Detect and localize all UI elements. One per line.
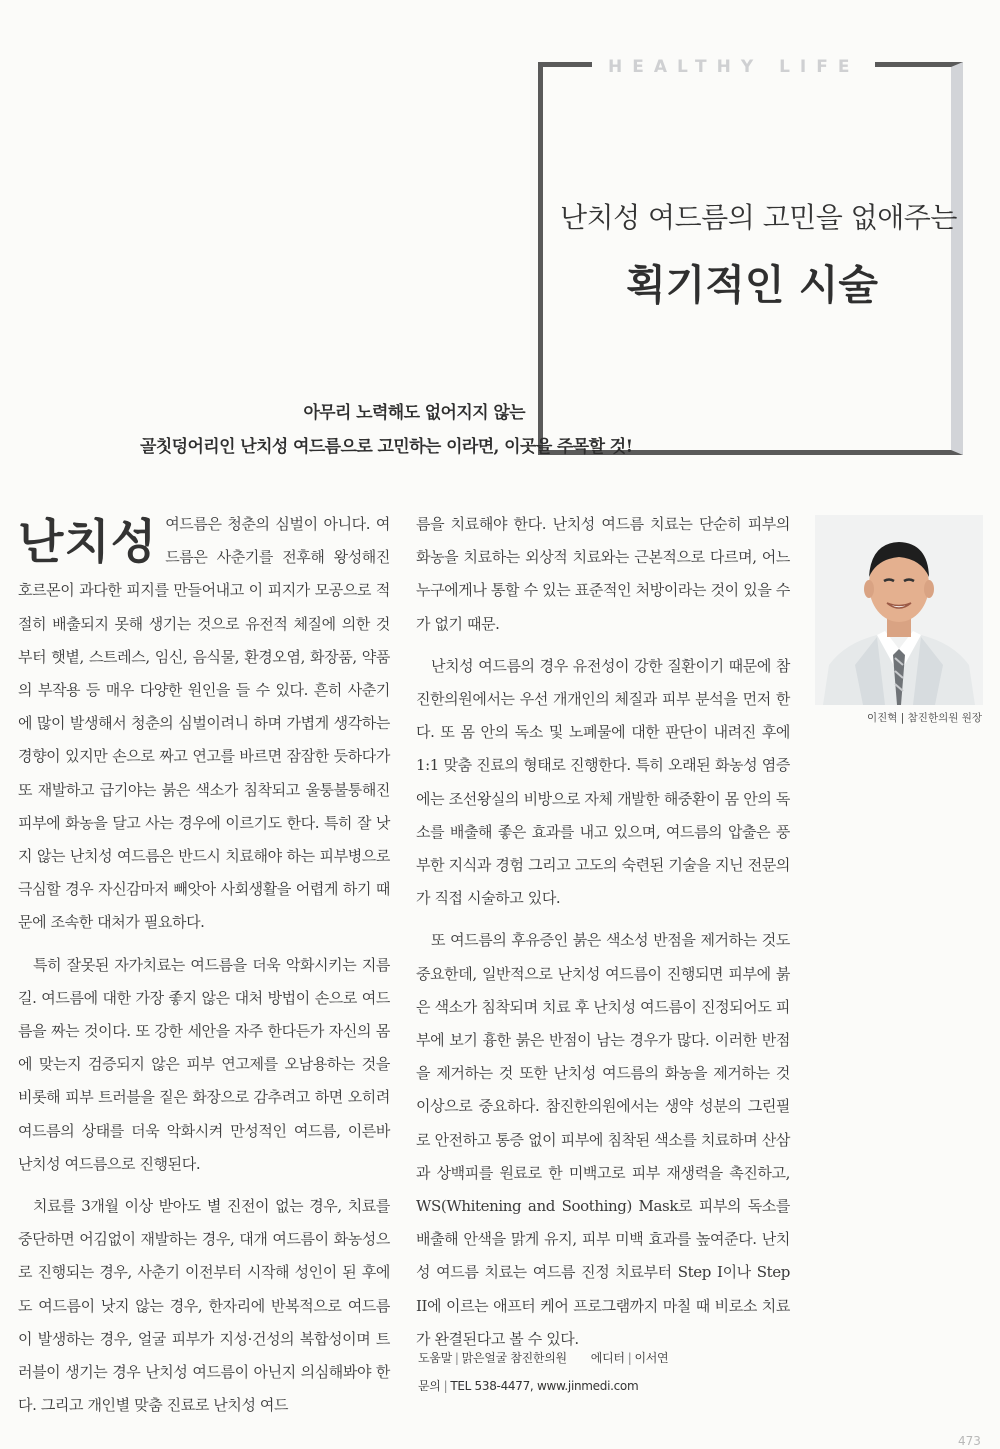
body-paragraph: 름을 치료해야 한다. 난치성 여드름 치료는 단순히 피부의 화농을 치료하는 외상적 치료와는 근본적으로 다르며, 어느 누구에게나 통할 수 있는 표준적인 처방이라는 것이 있을 수가 없기 때문. bbox=[416, 515, 790, 633]
page-number: 473 bbox=[958, 1434, 981, 1448]
lead-paragraph bbox=[140, 396, 633, 464]
credit-divider: | bbox=[443, 1379, 448, 1393]
section-label: HEALTHY LIFE bbox=[592, 56, 875, 78]
body-paragraph: 또 여드름의 후유증인 붉은 색소성 반점을 제거하는 것도 중요한데, 일반적으로 난치성 여드름이 진행되면 피부에 붉은 색소가 침착되며 치료 후 난치성 여드름이 진정되어도 피부에 보기 흉한 붉은 반점이 남는 경우가 많다. 이러한 반점을 제거하는 것 또한 난치성 여드름의 화농을 제거하는 것 이상으로 중요하다. 참진한의원에서는 생약 성분의 그린필로 안전하고 통증 없이 피부에 침착된 색소를 치료하며 산삼과 상백피를 원료로 한 미백고로 피부 재생력을 촉진하고, WS(Whitening and Soothing) Mask로 피부의 독소를 배출해 안색을 맑게 유지, 피부 미백 효과를 높여준다. 난치성 여드름 치료는 여드름 진정 치료부터 Step I이나 Step II에 이르는 애프터 케어 프로그램까지 마칠 때 비로소 치료가 완결된다고 볼 수 있다. bbox=[416, 931, 790, 1348]
lead-line-2: 골칫덩어리인 난치성 여드름으로 고민하는 이라면, 이곳을 주목할 것! bbox=[140, 437, 633, 457]
headline-line-2: 획기적인 시술 bbox=[626, 261, 878, 309]
headline-line-1: 난치성 여드름의 고민을 없애주는 bbox=[560, 201, 957, 234]
contact-label: 문의 bbox=[418, 1379, 441, 1393]
body-paragraph-text: 여드름은 청춘의 심벌이 아니다. 여드름은 사춘기를 전후해 왕성해진 호르몬이 과다한 피지를 만들어내고 이 피지가 모공으로 적절히 배출되지 못해 생기는 것으로 유전적 체질에 의한 것부터 햇볕, 스트레스, 임신, 음식물, 환경오염, 화장품, 약품의 부작용 등 매우 다양한 원인을 들 수 있다. 흔히 사춘기에 많이 발생해서 청춘의 심벌이려니 하며 가볍게 생각하는 경향이 있지만 손으로 짜고 연고를 바르면 잠잠한 듯하다가 또 재발하고 급기야는 붉은 색소가 침착되고 울퉁불퉁해진 피부에 화농을 달고 사는 경우에 이르기도 한다. 특히 잘 낫지 않는 난치성 여드름은 반드시 치료해야 하는 피부병으로 극심할 경우 자신감마저 빼앗아 사회생활을 어렵게 하기 때문에 조속한 대처가 필요하다. bbox=[18, 515, 390, 932]
body-paragraph bbox=[18, 508, 390, 940]
body-paragraph: 특히 잘못된 자가치료는 여드름을 더욱 악화시키는 지름길. 여드름에 대한 가장 좋지 않은 대처 방법이 손으로 여드름을 짜는 것이다. 또 강한 세안을 자주 한다든가 자신의 몸에 맞는지 검증되지 않은 피부 연고제를 오남용하는 것을 비롯해 피부 트러블을 짙은 화장으로 감추려고 하면 오히려 여드름의 상태를 더욱 악화시켜 만성적인 여드름, 이른바 난치성 여드름으로 진행된다. bbox=[18, 955, 390, 1173]
body-paragraph: 난치성 여드름의 경우 유전성이 강한 질환이기 때문에 참진한의원에서는 우선 개개인의 체질과 피부 분석을 먼저 한다. 또 몸 안의 독소 및 노폐물에 대한 판단이 내려진 후에 1:1 맞춤 진료의 형태로 진행한다. 특히 오래된 화농성 염증에는 조선왕실의 비방으로 자체 개발한 해중환이 몸 안의 독소를 배출해 좋은 효과를 내고 있으며, 여드름의 압출은 풍부한 지식과 경험 그리고 고도의 숙련된 기술을 지닌 전문의가 직접 시술하고 있다. bbox=[416, 656, 790, 908]
caption-divider: | bbox=[900, 712, 905, 724]
helper-label: 도움말 bbox=[418, 1351, 452, 1365]
credit-divider: | bbox=[454, 1351, 459, 1365]
credits-line-1 bbox=[418, 1344, 668, 1372]
article-credits bbox=[418, 1344, 668, 1400]
helper-value: 맑은얼굴 참진한의원 bbox=[461, 1351, 567, 1365]
body-column-middle bbox=[416, 508, 790, 1348]
photo-caption bbox=[822, 710, 982, 725]
editor-label: 에디터 bbox=[590, 1351, 625, 1365]
caption-affiliation: 참진한의원 원장 bbox=[907, 712, 982, 724]
body-column-left bbox=[18, 508, 390, 1415]
contact-value: TEL 538-4477, www.jinmedi.com bbox=[450, 1379, 639, 1393]
credits-line-2 bbox=[418, 1372, 668, 1400]
body-paragraph: 치료를 3개월 이상 받아도 별 진전이 없는 경우, 치료를 중단하면 어김없이 재발하는 경우, 대개 여드름이 화농성으로 진행되는 경우, 사춘기 이전부터 시작해 성인이 된 후에도 여드름이 낫지 않는 경우, 한자리에 반복적으로 여드름이 발생하는 경우, 얼굴 피부가 지성·건성의 복합성이며 트러블이 생기는 경우 난치성 여드름이 아닌지 의심해봐야 한다. 그리고 개인별 맞춤 진료로 난치성 여드 bbox=[18, 1197, 390, 1415]
doctor-portrait-photo bbox=[815, 515, 983, 705]
caption-name: 이진혁 bbox=[866, 712, 898, 724]
credit-divider: | bbox=[627, 1351, 632, 1365]
lead-line-1: 아무리 노력해도 없어지지 않는 bbox=[303, 403, 525, 423]
portrait-illustration bbox=[815, 515, 983, 705]
editor-value: 이서연 bbox=[634, 1351, 669, 1365]
dropcap-word: 난치성 bbox=[18, 515, 158, 570]
